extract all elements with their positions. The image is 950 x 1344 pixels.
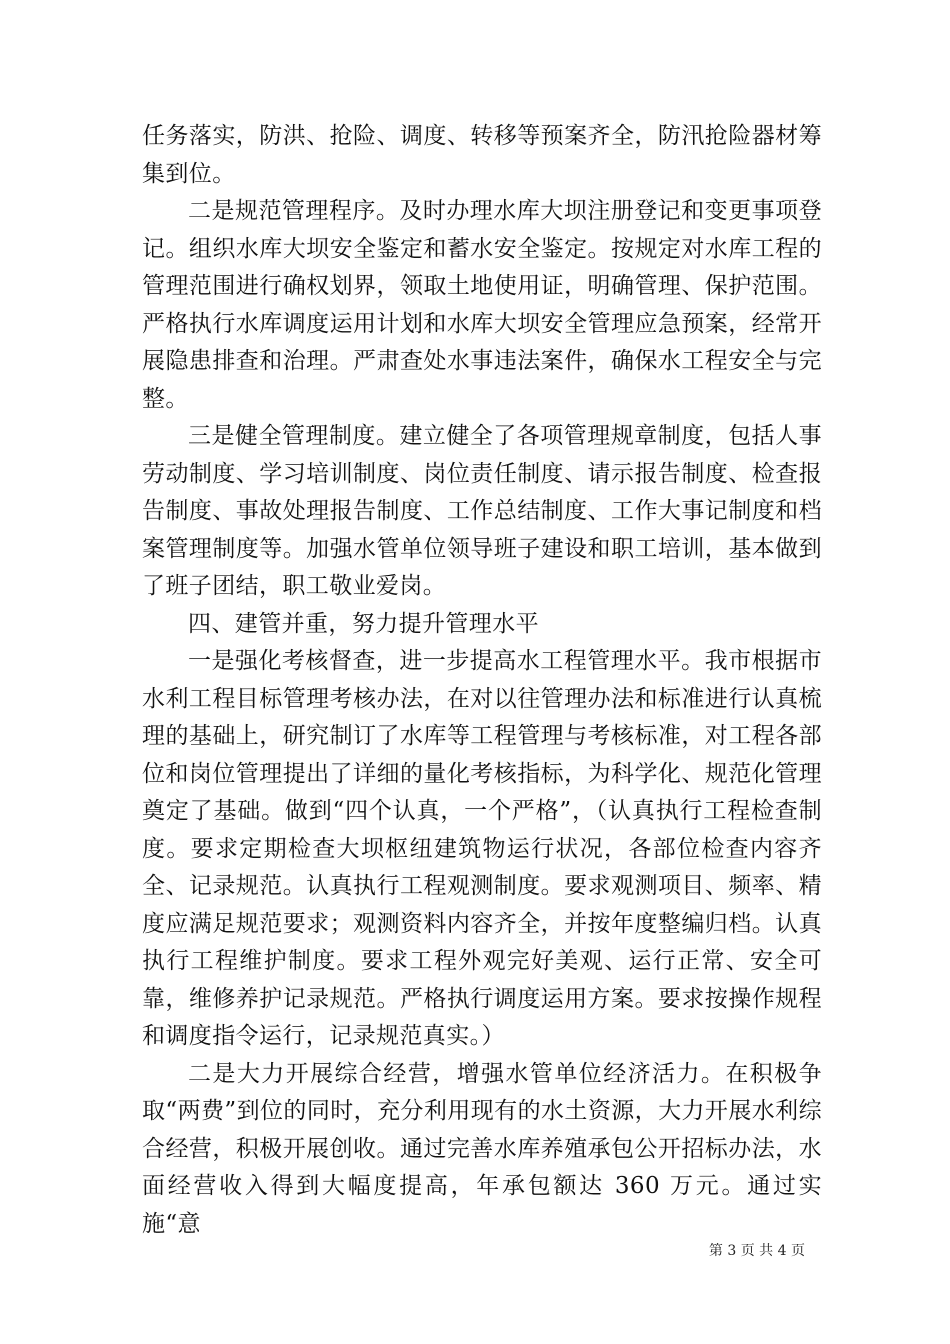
document-body xyxy=(142,118,822,1243)
paragraph-1: 任务落实，防洪、抢险、调度、转移等预案齐全，防汛抢险器材筹集到位。 xyxy=(142,123,822,187)
section-heading: 四、建管并重，努力提升管理水平 xyxy=(188,610,539,637)
paragraph-3: 三是健全管理制度。建立健全了各项管理规章制度，包括人事劳动制度、学习培训制度、岗位责任制度、请示报告制度、检查报告制度、事故处理报告制度、工作总结制度、工作大事记制度和档案管理制度等。加强水管单位领导班子建设和职工培训，基本做到了班子团结，职工敬业爱岗。 xyxy=(142,423,822,599)
paragraph-5: 二是大力开展综合经营，增强水管单位经济活力。在积极争取“两费”到位的同时，充分利用现有的水土资源，大力开展水利综合经营，积极开展创收。通过完善水库养殖承包公开招标办法，水面经营收入得到大幅度提高，年承包额达 360 万元。通过实施“意 xyxy=(142,1060,822,1237)
paragraph-4: 一是强化考核督查，进一步提高水工程管理水平。我市根据市水利工程目标管理考核办法，在对以往管理办法和标准进行认真梳理的基础上，研究制订了水库等工程管理与考核标准，对工程各部位和岗位管理提出了详细的量化考核指标，为科学化、规范化管理奠定了基础。做到“四个认真，一个严格”，（认真执行工程检查制度。要求定期检查大坝枢纽建筑物运行状况，各部位检查内容齐全、记录规范。认真执行工程观测制度。要求观测项目、频率、精度应满足规范要求；观测资料内容齐全，并按年度整编归档。认真执行工程维护制度。要求工程外观完好美观、运行正常、安全可靠，维修养护记录规范。严格执行调度运用方案。要求按操作规程和调度指令运行，记录规范真实。） xyxy=(142,648,822,1049)
page-footer xyxy=(0,1240,805,1260)
page-number: 第 3 页 共 4 页 xyxy=(708,1243,805,1259)
paragraph-2: 二是规范管理程序。及时办理水库大坝注册登记和变更事项登记。组织水库大坝安全鉴定和蓄水安全鉴定。按规定对水库工程的管理范围进行确权划界，领取土地使用证，明确管理、保护范围。严格执行水库调度运用计划和水库大坝安全管理应急预案，经常开展隐患排查和治理。严肃查处水事违法案件，确保水工程安全与完整。 xyxy=(142,198,822,412)
